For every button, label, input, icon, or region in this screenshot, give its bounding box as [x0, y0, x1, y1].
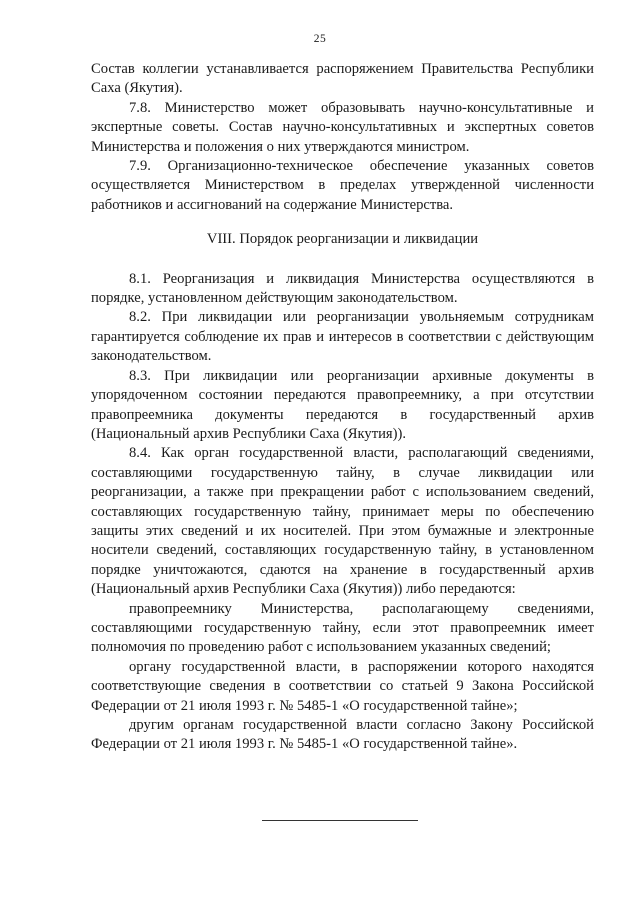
paragraph-8-1: 8.1. Реорганизация и ликвидация Министерства осуществляются в порядке, установленном действующим законодательством. — [91, 270, 594, 307]
paragraph-8-4-successor: правопреемнику Министерства, располагающему сведениями, составляющими государственную тайну, если этот правопреемник имеет полномочия по проведению работ с использованием указанных сведений; — [91, 600, 594, 656]
paragraph-8-4: 8.4. Как орган государственной власти, располагающий сведениями, составляющими государственную тайну, в случае ликвидации или реорганизации, а также при прекращении работ с использованием сведений, составляющих государственную тайну, принимает меры по обеспечению защиты этих сведений и их носителей. При этом бумажные и электронные носители сведений, составляющих государственную тайну, в установленном порядке уничтожаются, сдаются на хранение в государственный архив (Национальный архив Республики Саха (Якутия)) либо передаются: — [91, 445, 594, 598]
section-heading: VIII. Порядок реорганизации и ликвидации — [206, 231, 479, 248]
paragraph-8-4-state-body: органу государственной власти, в распоряжении которого находятся соответствующие сведения в соответствии со статьей 9 Закона Российской Федерации от 21 июля 1993 г. № 5485-1 «О государственной тайне»; — [91, 658, 594, 714]
paragraph-8-3: 8.3. При ликвидации или реорганизации архивные документы в упорядоченном состоянии передаются правопреемнику, а при отсутствии правопреемника документы передаются в государственный архив (Национальный архив Республики Саха (Якутия)). — [91, 367, 594, 442]
paragraph-7-7-end: Состав коллегии устанавливается распоряжением Правительства Республики Саха (Якутия). — [91, 61, 594, 97]
paragraph-8-4-other-bodies: другим органам государственной власти согласно Закону Российской Федерации от 21 июля 1993 г. № 5485-1 «О государственной тайне». — [91, 717, 594, 753]
document-body — [91, 60, 594, 755]
paragraph-7-8: 7.8. Министерство может образовывать научно-консультативные и экспертные советы. Состав научно-консультативных и экспертных советов Министерства и положения о них утверждаются министром. — [91, 99, 594, 155]
end-of-text-rule — [262, 820, 418, 821]
paragraph-7-9: 7.9. Организационно-техническое обеспечение указанных советов осуществляется Министерством в пределах утвержденной численности работников и ассигнований на содержание Министерства. — [91, 158, 594, 213]
page-number: 25 — [313, 33, 327, 45]
paragraph-8-2: 8.2. При ликвидации или реорганизации увольняемым сотрудникам гарантируется соблюдение их прав и интересов в соответствии с действующим законодательством. — [91, 309, 594, 365]
